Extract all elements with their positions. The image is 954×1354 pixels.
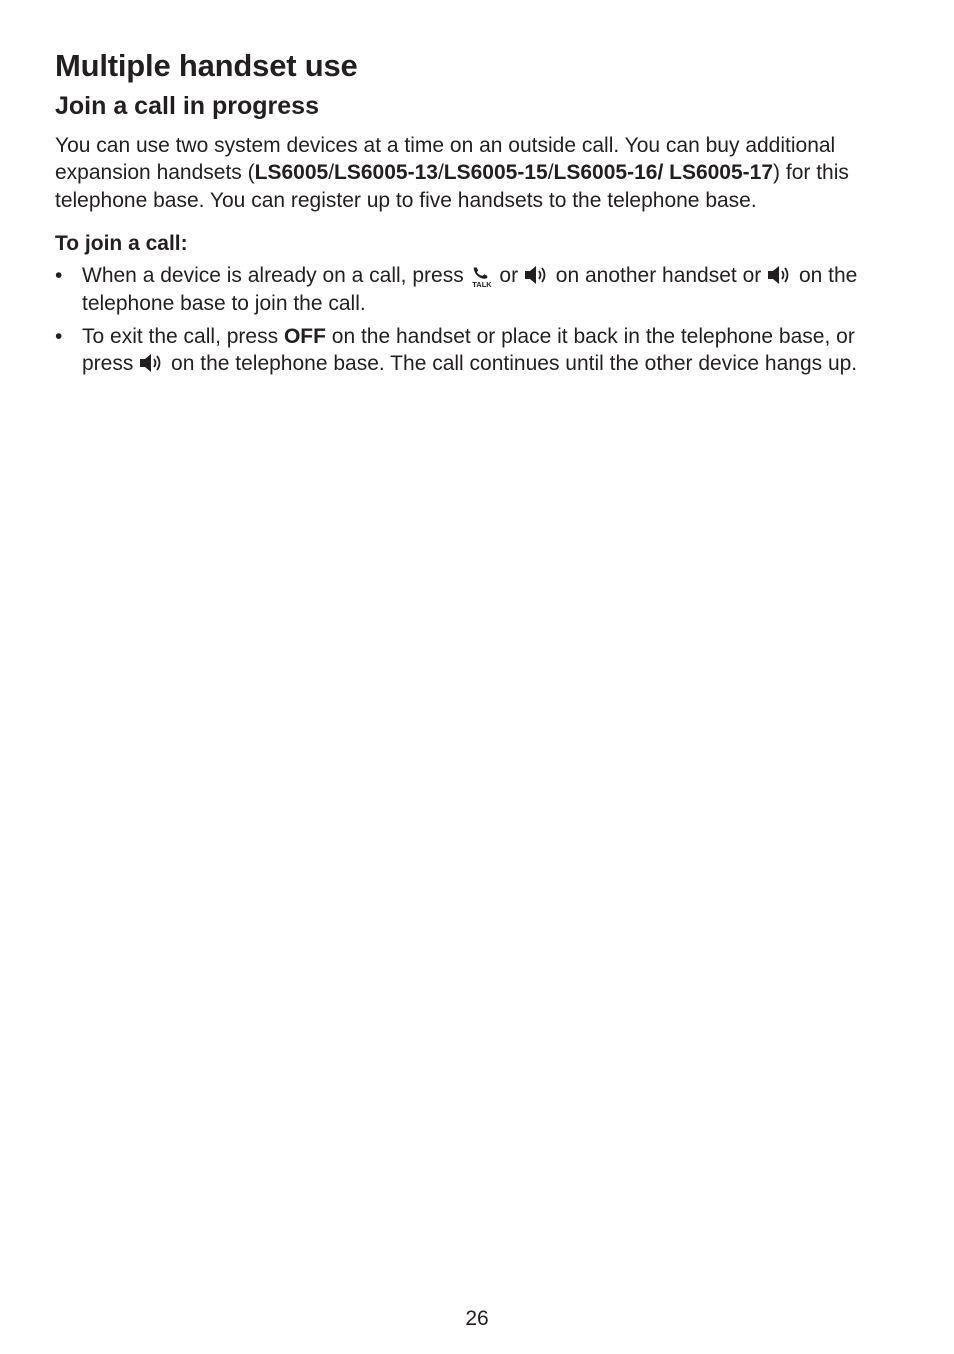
talk-icon [470,266,494,288]
model-ls6005-15: LS6005-15 [443,161,548,185]
instruction-list [55,262,900,378]
page-number: 26 [465,1307,489,1330]
section-title: Join a call in progress [55,92,319,120]
procedure-heading: To join a call: [55,232,188,256]
model-ls6005: LS6005 [254,161,329,185]
intro-paragraph [55,132,900,214]
list-item-text: When a device is already on a call, press [82,264,464,288]
bullet: • [55,264,63,288]
talk-icon-caption: TALK [471,280,492,289]
bullet: • [55,325,63,349]
speaker-icon [767,265,793,285]
list-item-text: on the handset or place it back in the telephone base, or press [82,325,855,376]
off-key-label: OFF [283,325,326,349]
separator: / [437,161,444,185]
intro-text-2: ) for this telephone base. You can register up to five handsets to the telephone base. [55,161,849,212]
list-item [55,323,900,378]
list-item-text: on the telephone base to join the call. [82,264,858,315]
separator: / [547,161,554,185]
list-item-text: To exit the call, press [82,325,279,349]
list-item-text: or [499,264,519,288]
list-item-text: on another handset or [555,264,762,288]
list-item [55,262,900,317]
list-item-text: on the telephone base. The call continues until the other device hangs up. [171,352,858,376]
separator: / [328,161,335,185]
intro-text-1: You can use two system devices at a time on an outside call. You can buy additional expansion handsets ( [55,134,836,185]
model-ls6005-13: LS6005-13 [334,161,438,185]
speaker-icon [139,353,165,373]
page-title: Multiple handset use [55,48,358,83]
manual-page [55,46,900,384]
speaker-icon [524,265,550,285]
model-ls6005-16-17: LS6005-16/ LS6005-17 [553,161,774,185]
